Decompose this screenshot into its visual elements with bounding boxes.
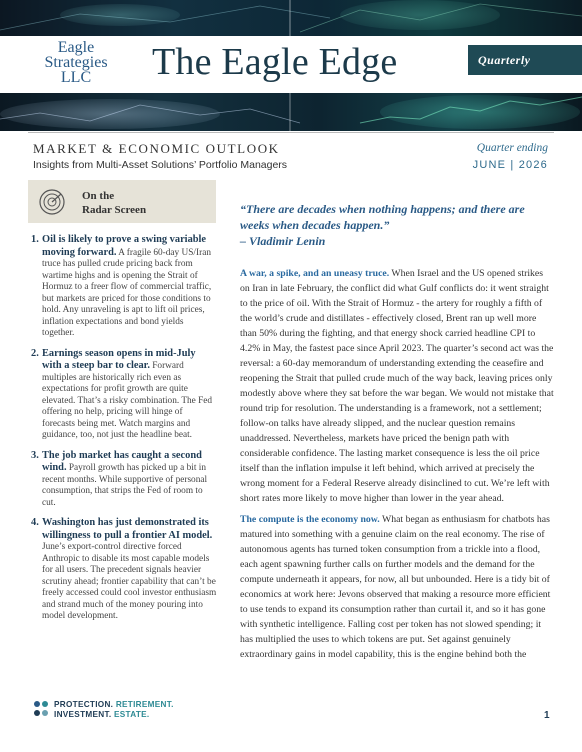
company-logo xyxy=(30,40,122,85)
logo-line-3: LLC xyxy=(60,69,92,86)
article-paragraph xyxy=(240,512,555,662)
radar-item-heading: The job market has caught a second wind. xyxy=(42,449,202,473)
radar-item-text: June’s export-control directive forced Anthropic to disable its most capable models for all users. The precedent signals heavier scrutiny ahead; frontier capability that can’t be freely accessed could cool investor enthusiasm and strand much of the money pouring into model development. xyxy=(42,542,217,621)
dot-icon xyxy=(42,710,48,716)
paragraph-lead: A war, a spike, and an uneasy truce. xyxy=(240,268,390,279)
logo-line-1: Eagle xyxy=(57,39,95,56)
edition-badge: Quarterly xyxy=(468,45,582,75)
page-number: 1 xyxy=(544,710,550,721)
radar-screen-header xyxy=(28,180,216,223)
section-title: MARKET & ECONOMIC OUTLOOK xyxy=(33,141,280,156)
radar-item-text: Payroll growth has picked up a bit in recent months. While supportive of personal consumption, that strips the Fed of room to cut. xyxy=(42,463,208,508)
radar-title-line-1: On the xyxy=(82,190,115,202)
radar-icon xyxy=(38,188,66,216)
pull-quote xyxy=(240,201,540,249)
radar-item-number: 3. xyxy=(31,449,39,461)
tagline-estate: ESTATE. xyxy=(114,710,150,719)
quarter-date: JUNE | 2026 xyxy=(472,159,548,171)
radar-item-number: 4. xyxy=(31,517,39,528)
dot-icon xyxy=(34,710,40,716)
logo-line-2: Strategies xyxy=(44,54,108,71)
quote-text: “There are decades when nothing happens; and there are weeks when decades happen.” xyxy=(240,202,525,232)
quote-attribution: – Vladimir Lenin xyxy=(240,234,326,248)
radar-screen-title xyxy=(82,189,146,217)
masthead-banner-image xyxy=(0,93,582,131)
paragraph-lead: The compute is the economy now. xyxy=(240,514,380,525)
radar-item xyxy=(31,450,217,510)
radar-item-number: 2. xyxy=(31,347,39,359)
radar-item-heading: Oil is likely to prove a swing variable moving forward. xyxy=(42,234,207,258)
radar-item-text: Forward multiples are historically rich even as expectations for profit growth are quite elevated. That’s a risky combination. The Fed offering no help, pricing will hinge of forecasts being met. Watch margins and guidance, too, not just the headline beat. xyxy=(42,361,213,440)
radar-title-line-2: Radar Screen xyxy=(82,204,147,216)
radar-item xyxy=(31,348,217,442)
market-chart-graphic xyxy=(0,93,582,131)
tagline-investment: INVESTMENT. xyxy=(54,710,112,719)
network-lines-graphic xyxy=(0,0,582,36)
radar-list xyxy=(31,234,217,631)
dot-icon xyxy=(34,701,40,707)
footer-tagline xyxy=(54,700,174,720)
radar-item xyxy=(31,517,217,623)
paragraph-text: When Israel and the US opened strikes on Iran in late February, the conflict did what Gulf conflicts do: it went straight to the price of oil. With the Strait of Hormuz - the artery for roughly a fifth of the world’s crude and distillates - effectively closed, Brent ran up well more than 50% during the fighting, and that energy shock carried headline CPI to 4.2% in May, the fastest pace since April 2023. The quarter’s second act was the reversal: a 60-day memorandum of understanding extending the ceasefire and reopening the Strait that pulled crude much of the way back, leaving prices only modestly above where they sat before the war began. We would not mistake that round trip for resolution. The understanding is a framework, not a settlement; follow-on talks have already slipped, and the nuclear question remains unaddressed. Nevertheless, markets have priced the benign path with considerable confidence. The lasting market consequence is less the oil price itself than the inflation impulse it left behind, which arrived at precisely the wrong moment for a Federal Reserve already disinclined to cut. We’re left with short rates more likely to move higher than lower in the year ahead. xyxy=(240,268,554,504)
header-banner-image xyxy=(0,0,582,36)
quarter-label: Quarter ending xyxy=(476,142,548,154)
radar-item-heading: Earnings season opens in mid-July with a steep bar to clear. xyxy=(42,347,196,371)
masthead-divider xyxy=(28,132,554,133)
article-paragraph xyxy=(240,266,555,506)
radar-item-number: 1. xyxy=(31,234,39,245)
tagline-retirement: RETIREMENT. xyxy=(115,700,174,709)
newsletter-title: The Eagle Edge xyxy=(152,41,398,83)
radar-item-heading: Washington has just demonstrated its willingness to pull a frontier AI model. xyxy=(42,517,213,541)
section-subtitle: Insights from Multi-Asset Solutions’ Portfolio Managers xyxy=(33,159,288,171)
paragraph-text: What began as enthusiasm for chatbots has matured into something with a genuine claim on the real economy. The rise of autonomous agents has turned token consumption from a trickle into a flood, each agent spawning further calls on further models and the demand for the compute underneath it appears, for now, all but unbounded. Here is a tidy bit of economics at work here: Jevons observed that making a resource more efficient to use tends to expand its consumption rather than curtail it, and so it has gone with synthetic intelligence. Falling cost per token has not slowed spending; it has multiplied the uses to which tokens are put. Set against genuinely extraordinary gains in model capability, this is the engine behind both the xyxy=(240,514,551,660)
radar-item-text: A fragile 60-day US/Iran truce has pulled crude pricing back from wartime highs and is opening the Strait of Hormuz to a freer flow of commercial traffic, but markets are priced for those conditions to hold. Any unraveling is apt to lift oil prices, inflation expectations and bond yields together. xyxy=(42,247,212,338)
article-body xyxy=(240,266,555,668)
dot-icon xyxy=(42,701,48,707)
radar-item xyxy=(31,234,217,340)
tagline-protection: PROTECTION. xyxy=(54,700,114,709)
